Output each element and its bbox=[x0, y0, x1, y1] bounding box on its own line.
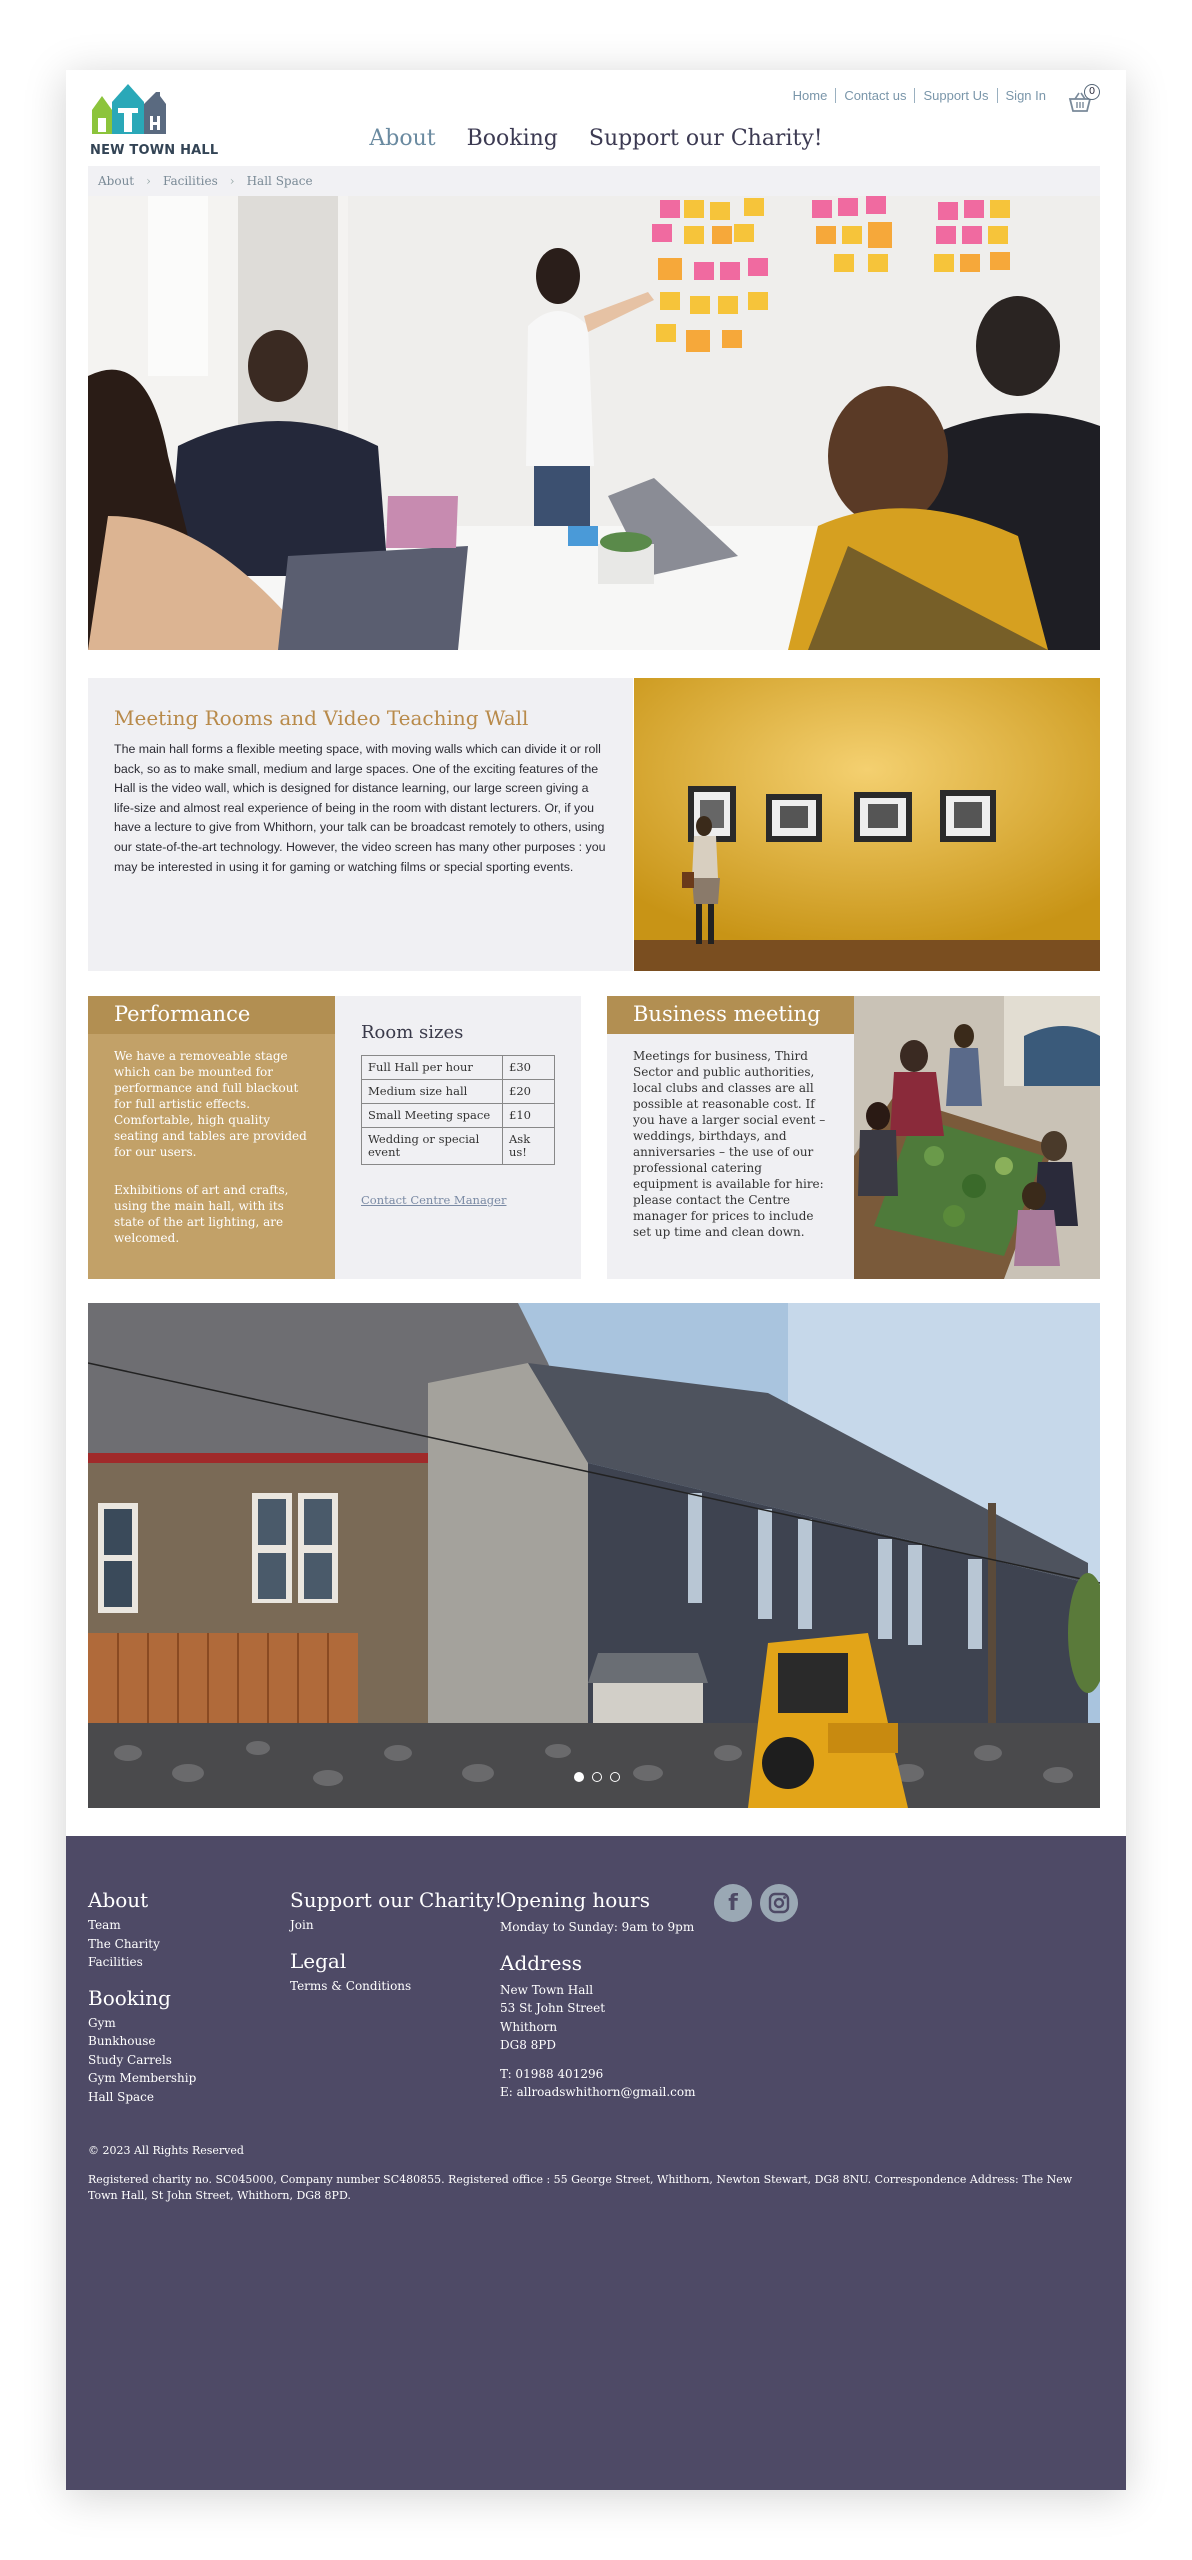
room-name: Wedding or special event bbox=[362, 1128, 503, 1165]
meeting-rooms-body: The main hall forms a flexible meeting space, with moving walls which can divide it or roll back, so as to make small, medium and large spaces. One of the exciting features of the Hall is the video wall, which is designed for distance learning, our large screen giving a life-size and almost real experience of being in the room with distant lecturers. Or, if you have a lecture to give from Whithorn, your talk can be broadcast remotely to others, using our state-of-the-art technology. However, the video screen has many other purposes : you may be interested in using it for gaming or watching films or special sporting events. bbox=[114, 742, 606, 874]
performance-title: Performance bbox=[88, 996, 335, 1034]
topnav-home[interactable]: Home bbox=[792, 88, 828, 103]
cart-button[interactable] bbox=[1068, 84, 1100, 112]
footer-support bbox=[290, 1888, 502, 1995]
address-line: DG8 8PD bbox=[500, 2038, 556, 2052]
table-row bbox=[362, 1104, 555, 1128]
address-line: Whithorn bbox=[500, 2019, 558, 2034]
gallery-image bbox=[634, 678, 1100, 971]
footer-legal-title: Legal bbox=[290, 1948, 347, 1973]
phone-number: T: 01988 401296 bbox=[500, 2066, 604, 2081]
footer-about bbox=[88, 1888, 196, 2106]
chevron-right-icon: › bbox=[146, 174, 151, 188]
email-link[interactable]: E: allroadswhithorn@gmail.com bbox=[500, 2085, 696, 2099]
facebook-icon[interactable]: f bbox=[714, 1884, 752, 1922]
business-meeting-text: Meetings for business, Third Sector and public authorities, local clubs and classes are all possible at reasonable cost. If you have a larger social event – weddings, birthdays, and anniversaries – the use of our professional catering equipment is available for hire: please contact the Centre manager for prices to include set up time and clean down. bbox=[633, 1049, 826, 1239]
footer-address-title: Address bbox=[500, 1950, 582, 1975]
hero-image bbox=[88, 196, 1100, 650]
performance-card bbox=[88, 996, 335, 1279]
table-row bbox=[362, 1128, 555, 1165]
footer-link-bunkhouse[interactable]: Bunkhouse bbox=[88, 2034, 156, 2048]
footer-link-join[interactable]: Join bbox=[290, 1918, 314, 1932]
topnav-signin[interactable]: Sign In bbox=[1005, 88, 1046, 103]
carousel-dot-1[interactable] bbox=[574, 1772, 584, 1782]
breadcrumb-about[interactable]: About bbox=[98, 174, 135, 188]
room-name: Small Meeting space bbox=[362, 1104, 503, 1128]
breadcrumb-current: Hall Space bbox=[246, 174, 313, 188]
contact-centre-manager-link[interactable]: Contact Centre Manager bbox=[361, 1193, 507, 1207]
nav-about[interactable]: About bbox=[369, 126, 436, 151]
address-line: New Town Hall bbox=[500, 1982, 594, 1997]
carousel-dot-2[interactable] bbox=[592, 1772, 602, 1782]
footer-link-facilities[interactable]: Facilities bbox=[88, 1955, 143, 1969]
cart-count: 0 bbox=[1084, 84, 1100, 100]
room-prices-table bbox=[361, 1055, 555, 1165]
logo-text: NEW TOWN HALL bbox=[90, 143, 219, 158]
carousel-dot-3[interactable] bbox=[610, 1772, 620, 1782]
address-line: 53 St John Street bbox=[500, 2001, 606, 2015]
table-row bbox=[362, 1056, 555, 1080]
footer-link-gym-membership[interactable]: Gym Membership bbox=[88, 2071, 197, 2085]
chevron-right-icon: › bbox=[229, 174, 235, 188]
footer-about-title: About bbox=[88, 1888, 149, 1912]
room-sizes-title: Room sizes bbox=[361, 1022, 464, 1043]
top-nav bbox=[785, 88, 1054, 103]
room-name: Medium size hall bbox=[362, 1080, 503, 1104]
page bbox=[66, 70, 1126, 2490]
topnav-support[interactable]: Support Us bbox=[923, 88, 989, 103]
room-price: £10 bbox=[503, 1104, 555, 1128]
footer-link-hall-space[interactable]: Hall Space bbox=[88, 2089, 154, 2104]
main-nav bbox=[66, 126, 1126, 151]
footer-link-study-carrels[interactable]: Study Carrels bbox=[88, 2052, 172, 2067]
business-meeting-card bbox=[607, 996, 854, 1279]
registered-charity-info: Registered charity no. SC045000, Company number SC480855. Registered office : 55 George Street, Whithorn, Newton Stewart, DG8 8NU. Correspondence Address: The New Town Hall, St John Street, Whithorn, DG8 8PD. bbox=[88, 2173, 1073, 2202]
breadcrumb-facilities[interactable]: Facilities bbox=[162, 174, 218, 188]
footer-link-terms[interactable]: Terms & Conditions bbox=[290, 1978, 412, 1993]
social-links bbox=[714, 1884, 798, 1922]
opening-hours-text: Monday to Sunday: 9am to 9pm bbox=[500, 1920, 695, 1934]
performance-text-2: Exhibitions of art and crafts, using the main hall, with its state of the art lighting, are welcomed. bbox=[114, 1183, 289, 1245]
footer-hours-title: Opening hours bbox=[500, 1888, 650, 1912]
room-name: Full Hall per hour bbox=[362, 1056, 503, 1080]
meeting-rooms-section bbox=[88, 678, 633, 971]
carousel-dots bbox=[574, 1772, 620, 1782]
meeting-rooms-title: Meeting Rooms and Video Teaching Wall bbox=[114, 706, 529, 730]
breadcrumb bbox=[88, 166, 1100, 196]
footer-contact bbox=[500, 1888, 696, 2102]
room-sizes-card bbox=[335, 996, 581, 1279]
footer-booking-title: Booking bbox=[88, 1985, 171, 2010]
table-row bbox=[362, 1080, 555, 1104]
room-price: Ask us! bbox=[503, 1128, 555, 1165]
performance-text-1: We have a removeable stage which can be mounted for performance and full blackout for full artistic effects. Comfortable, high quality seating and tables are provided for our users. bbox=[114, 1049, 307, 1159]
instagram-icon[interactable] bbox=[760, 1884, 798, 1922]
copyright: © 2023 All Rights Reserved bbox=[88, 2144, 244, 2157]
footer-link-team[interactable]: Team bbox=[88, 1918, 121, 1932]
nav-support-charity[interactable]: Support our Charity! bbox=[588, 126, 823, 151]
topnav-contact[interactable]: Contact us bbox=[844, 88, 907, 103]
footer-link-gym[interactable]: Gym bbox=[88, 2015, 116, 2030]
footer bbox=[66, 1836, 1126, 2490]
business-meeting-title: Business meeting bbox=[607, 996, 854, 1034]
carousel[interactable] bbox=[88, 1303, 1100, 1808]
room-price: £20 bbox=[503, 1080, 555, 1104]
footer-link-charity[interactable]: The Charity bbox=[88, 1936, 160, 1951]
workshop-image bbox=[854, 996, 1100, 1279]
room-price: £30 bbox=[503, 1056, 555, 1080]
nav-booking[interactable]: Booking bbox=[466, 126, 558, 151]
footer-support-title: Support our Charity! bbox=[290, 1888, 503, 1912]
